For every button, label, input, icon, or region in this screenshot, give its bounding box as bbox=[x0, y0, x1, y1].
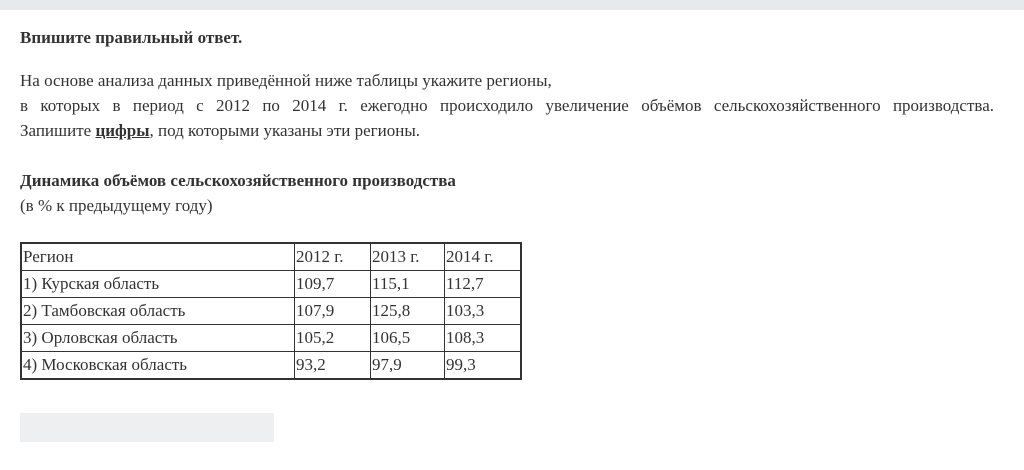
region-cell: 2) Тамбовская область bbox=[21, 298, 295, 325]
task-content bbox=[20, 26, 994, 380]
table-row bbox=[21, 298, 521, 325]
value-cell: 106,5 bbox=[371, 325, 445, 352]
header-2014: 2014 г. bbox=[445, 243, 522, 271]
region-cell: 4) Московская область bbox=[21, 352, 295, 380]
value-cell: 115,1 bbox=[371, 271, 445, 298]
task-line-3-start: Запишите bbox=[20, 121, 96, 140]
region-cell: 1) Курская область bbox=[21, 271, 295, 298]
value-cell: 97,9 bbox=[371, 352, 445, 380]
table-subtitle: (в % к предыдущему году) bbox=[20, 196, 213, 215]
task-line-3 bbox=[20, 118, 994, 143]
region-cell: 3) Орловская область bbox=[21, 325, 295, 352]
header-region: Регион bbox=[21, 243, 295, 271]
value-cell: 99,3 bbox=[445, 352, 522, 380]
task-line-1: На основе анализа данных приведённой ниже таблицы укажите регионы, bbox=[20, 71, 552, 90]
task-line-2: в которых в период с 2012 по 2014 г. ежегодно происходило увеличение объёмов сельскохозяйственного производства. bbox=[20, 96, 994, 115]
instruction-heading: Впишите правильный ответ. bbox=[20, 28, 243, 47]
task-emphasis: цифры bbox=[95, 121, 150, 140]
value-cell: 109,7 bbox=[295, 271, 371, 298]
value-cell: 93,2 bbox=[295, 352, 371, 380]
table-row bbox=[21, 271, 521, 298]
data-table bbox=[20, 242, 522, 380]
value-cell: 112,7 bbox=[445, 271, 522, 298]
answer-input[interactable] bbox=[20, 413, 274, 442]
header-2013: 2013 г. bbox=[371, 243, 445, 271]
table-row bbox=[21, 352, 521, 380]
table-title: Динамика объёмов сельскохозяйственного производства bbox=[20, 171, 456, 190]
table-row bbox=[21, 325, 521, 352]
value-cell: 103,3 bbox=[445, 298, 522, 325]
task-text bbox=[20, 68, 994, 143]
top-bar bbox=[0, 0, 1024, 10]
value-cell: 107,9 bbox=[295, 298, 371, 325]
header-2012: 2012 г. bbox=[295, 243, 371, 271]
value-cell: 125,8 bbox=[371, 298, 445, 325]
table-header-row bbox=[21, 243, 521, 271]
task-line-3-end: , под которыми указаны эти регионы. bbox=[149, 121, 420, 140]
value-cell: 108,3 bbox=[445, 325, 522, 352]
value-cell: 105,2 bbox=[295, 325, 371, 352]
